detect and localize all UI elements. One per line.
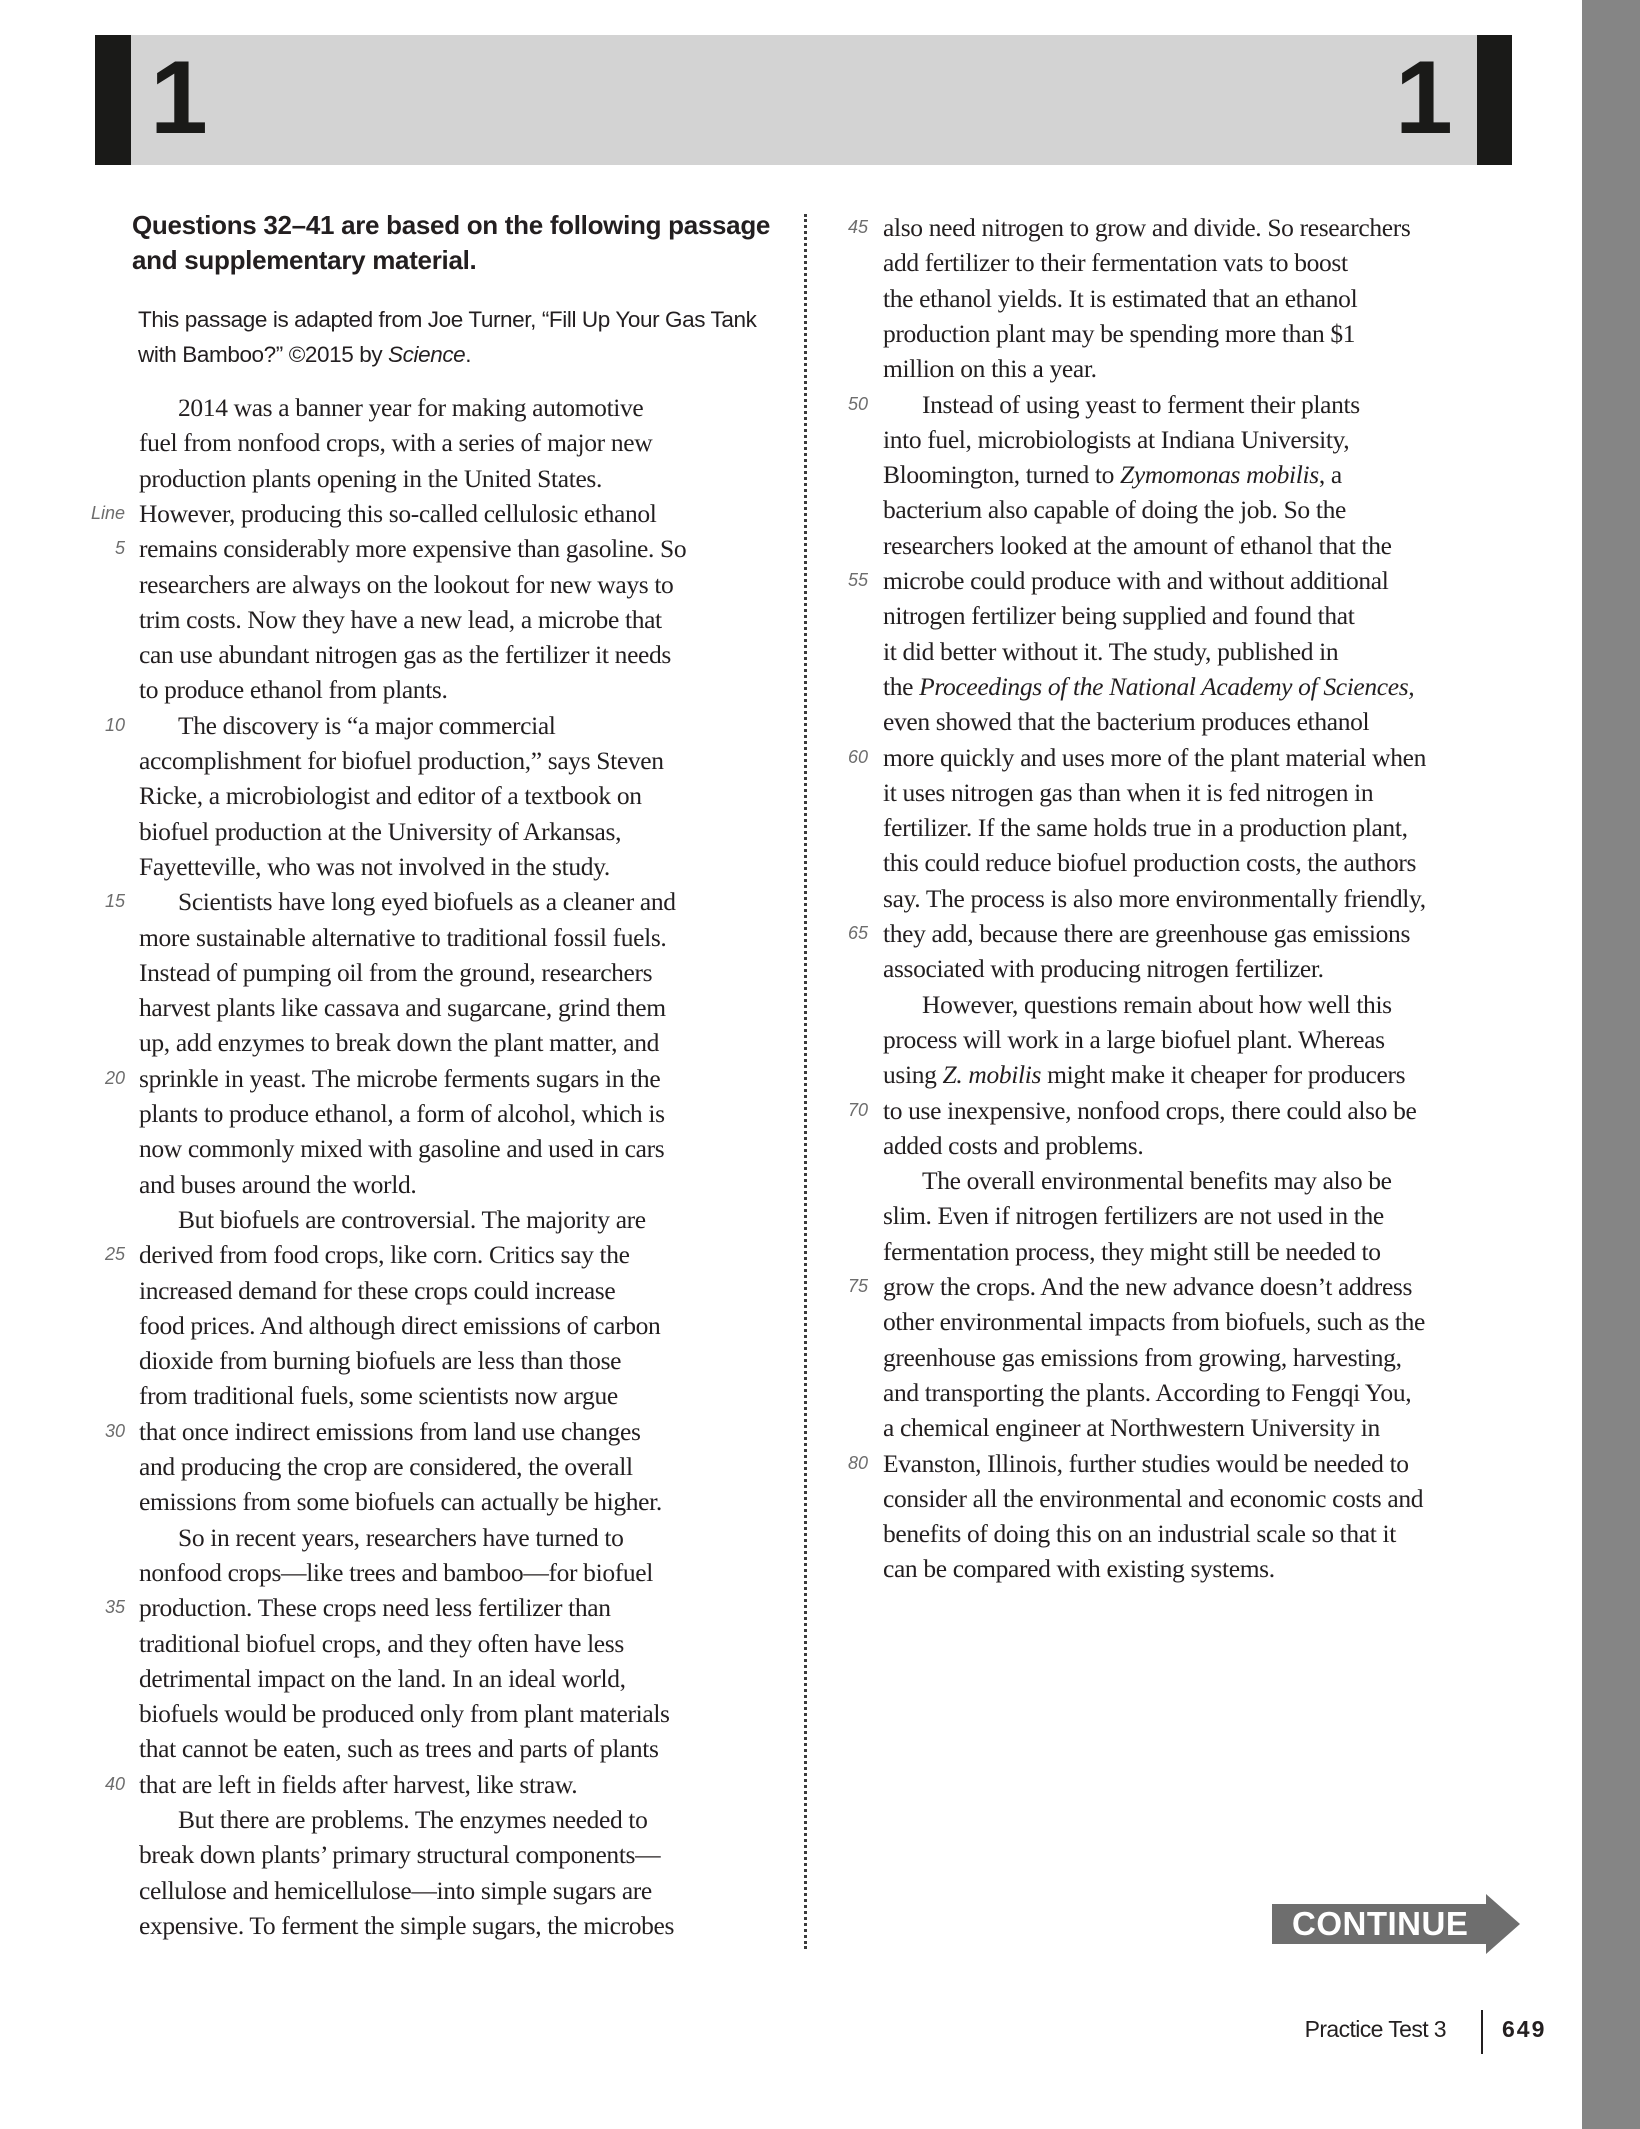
- passage-text: the: [883, 671, 920, 701]
- line-number: 15: [104, 891, 125, 912]
- passage-line: expensive. To ferment the simple sugars, the microbes: [139, 1910, 675, 1940]
- continue-arrow: [1272, 1894, 1520, 1954]
- passage-line: cellulose and hemicellulose—into simple sugars are: [139, 1875, 652, 1905]
- italic-title: Z. mobilis: [942, 1060, 1042, 1090]
- passage-line: more quickly and uses more of the plant material when: [883, 742, 1426, 772]
- passage-line: break down plants’ primary structural components—: [139, 1840, 661, 1870]
- page-footer: [1280, 2010, 1550, 2054]
- continue-label: CONTINUE: [1292, 1905, 1469, 1942]
- column-divider: [804, 214, 807, 1949]
- passage-line: [883, 1057, 1405, 1092]
- passage-line: remains considerably more expensive than gasoline. So: [139, 534, 687, 564]
- passage-line: So in recent years, researchers have turned to: [178, 1522, 624, 1552]
- passage-line: up, add enzymes to break down the plant matter, and: [139, 1028, 660, 1058]
- passage-line: greenhouse gas emissions from growing, harvesting,: [883, 1342, 1402, 1372]
- passage-line: traditional biofuel crops, and they often have less: [139, 1628, 624, 1658]
- passage-text: might make it cheaper for producers: [1041, 1060, 1406, 1090]
- passage-line: other environmental impacts from biofuels, such as the: [883, 1307, 1425, 1337]
- passage-line: food prices. And although direct emissions of carbon: [139, 1310, 661, 1340]
- section-header-band: [95, 35, 1512, 165]
- footer-test-label: Practice Test 3: [1304, 2016, 1446, 2042]
- source-publication: Science: [388, 342, 466, 367]
- section-number-left: 1: [150, 40, 208, 156]
- passage-line: Ricke, a microbiologist and editor of a textbook on: [139, 781, 642, 811]
- section-header-bar-left: [95, 35, 131, 165]
- line-number: 45: [847, 217, 868, 237]
- passage-text: , a: [1318, 460, 1342, 490]
- passage-line: and transporting the plants. According to Fengqi You,: [883, 1377, 1412, 1407]
- line-number: 80: [847, 1452, 868, 1473]
- passage-line: However, questions remain about how well this: [922, 989, 1392, 1019]
- passage-line: say. The process is also more environmentally friendly,: [883, 883, 1426, 913]
- line-number: 25: [104, 1244, 125, 1265]
- page-edge-strip: [1582, 0, 1640, 2129]
- passage-line: researchers are always on the lookout for new ways to: [139, 569, 674, 599]
- passage-line: [883, 669, 1414, 704]
- line-number: 20: [104, 1067, 125, 1088]
- passage-line: and buses around the world.: [139, 1169, 417, 1199]
- passage-line: [883, 457, 1342, 492]
- section-header-bar-right: [1477, 35, 1512, 165]
- passage-line: can be compared with existing systems.: [883, 1554, 1275, 1584]
- passage-line: Instead of using yeast to ferment their plants: [922, 389, 1360, 419]
- passage-line: harvest plants like cassava and sugarcane, grind them: [139, 993, 666, 1023]
- source-suffix: .: [465, 342, 472, 367]
- passage-line: bacterium also capable of doing the job. So the: [883, 495, 1346, 525]
- passage-line: derived from food crops, like corn. Critics say the: [139, 1240, 630, 1270]
- line-number: 70: [847, 1099, 868, 1120]
- passage-line: add fertilizer to their fermentation vats to boost: [883, 248, 1348, 278]
- passage-line: also need nitrogen to grow and divide. So researchers: [883, 213, 1411, 242]
- passage-line: process will work in a large biofuel plant. Whereas: [883, 1024, 1385, 1054]
- passage-line: can use abundant nitrogen gas as the fertilizer it needs: [139, 640, 671, 670]
- passage-line: increased demand for these crops could increase: [139, 1275, 616, 1305]
- passage-line: dioxide from burning biofuels are less than those: [139, 1346, 622, 1376]
- line-number: 75: [847, 1276, 868, 1296]
- passage-line: production plants opening in the United States.: [139, 463, 603, 493]
- passage-line: nonfood crops—like trees and bamboo—for biofuel: [139, 1557, 653, 1587]
- line-number: 5: [114, 538, 125, 559]
- passage-line: But biofuels are controversial. The majority are: [178, 1204, 646, 1234]
- line-label: Line: [90, 502, 125, 523]
- passage-line: that cannot be eaten, such as trees and parts of plants: [139, 1734, 659, 1764]
- passage-line: production plant may be spending more than $1: [883, 318, 1356, 348]
- passage-line: researchers looked at the amount of ethanol that the: [883, 530, 1392, 560]
- passage-line: that once indirect emissions from land use changes: [139, 1416, 641, 1446]
- passage-line: emissions from some biofuels can actually be higher.: [139, 1487, 662, 1517]
- passage-line: associated with producing nitrogen fertilizer.: [883, 954, 1324, 984]
- passage-text: Bloomington, turned to: [883, 460, 1121, 490]
- passage-line: fuel from nonfood crops, with a series of major new: [139, 428, 653, 458]
- passage-line: they add, because there are greenhouse gas emissions: [883, 919, 1411, 948]
- passage-line: now commonly mixed with gasoline and used in cars: [139, 1134, 665, 1164]
- passage-line: The overall environmental benefits may also be: [922, 1166, 1392, 1196]
- section-number-right: 1: [1395, 40, 1453, 156]
- passage-line: 2014 was a banner year for making automotive: [178, 393, 644, 422]
- passage-line: million on this a year.: [883, 354, 1097, 384]
- line-number: 40: [104, 1773, 125, 1794]
- line-number: 60: [847, 746, 868, 767]
- passage-line: from traditional fuels, some scientists now argue: [139, 1381, 618, 1411]
- passage-line: fertilizer. If the same holds true in a production plant,: [883, 813, 1408, 843]
- line-number: 55: [847, 570, 868, 590]
- passage-line: The discovery is “a major commercial: [178, 710, 556, 740]
- passage-line: slim. Even if nitrogen fertilizers are not used in the: [883, 1201, 1384, 1231]
- page-number: 649: [1502, 2016, 1547, 2042]
- footer-separator: [1481, 2010, 1483, 2054]
- passage-line: the ethanol yields. It is estimated that an ethanol: [883, 283, 1358, 313]
- passage-line: fermentation process, they might still be needed to: [883, 1236, 1381, 1266]
- passage-line: Instead of pumping oil from the ground, researchers: [139, 957, 653, 987]
- passage-line: to use inexpensive, nonfood crops, there could also be: [883, 1095, 1417, 1125]
- line-number: 35: [104, 1597, 125, 1618]
- passage-line: more sustainable alternative to traditional fossil fuels.: [139, 922, 667, 952]
- passage-source: [138, 302, 778, 372]
- passage-line: biofuel production at the University of Arkansas,: [139, 816, 622, 846]
- passage-text: using: [883, 1060, 943, 1090]
- passage-line: However, producing this so-called cellulosic ethanol: [139, 498, 657, 528]
- passage-line: Scientists have long eyed biofuels as a cleaner and: [178, 887, 676, 917]
- passage-line: added costs and problems.: [883, 1130, 1144, 1160]
- passage-line: microbe could produce with and without additional: [883, 566, 1389, 595]
- passage-line: and producing the crop are considered, the overall: [139, 1452, 633, 1481]
- passage-line: detrimental impact on the land. In an ideal world,: [139, 1663, 626, 1693]
- passage-line: a chemical engineer at Northwestern University in: [883, 1413, 1380, 1443]
- passage-line: grow the crops. And the new advance doesn’t address: [883, 1272, 1413, 1301]
- italic-title: Zymomonas mobilis: [1120, 460, 1319, 490]
- passage-line: that are left in fields after harvest, like straw.: [139, 1769, 578, 1799]
- passage-line: benefits of doing this on an industrial scale so that it: [883, 1519, 1396, 1549]
- passage-line: Fayetteville, who was not involved in the study.: [139, 851, 610, 881]
- passage-line: But there are problems. The enzymes needed to: [178, 1805, 648, 1834]
- passage-line: biofuels would be produced only from plant materials: [139, 1699, 670, 1729]
- passage-line: accomplishment for biofuel production,” says Steven: [139, 746, 664, 775]
- passage-line: even showed that the bacterium produces ethanol: [883, 707, 1370, 737]
- line-number: 10: [104, 714, 125, 735]
- passage-intro: Questions 32–41 are based on the following passage and supplementary material.: [132, 210, 771, 275]
- passage-line: into fuel, microbiologists at Indiana University,: [883, 424, 1350, 454]
- passage-line: sprinkle in yeast. The microbe ferments sugars in the: [139, 1063, 661, 1093]
- passage-line: this could reduce biofuel production costs, the authors: [883, 848, 1417, 878]
- passage-line: consider all the environmental and economic costs and: [883, 1483, 1424, 1513]
- passage-line: production. These crops need less fertilizer than: [139, 1593, 611, 1623]
- passage-line: it uses nitrogen gas than when it is fed nitrogen in: [883, 777, 1374, 807]
- line-number: 65: [847, 923, 868, 943]
- passage-line: to produce ethanol from plants.: [139, 675, 448, 705]
- italic-title: Proceedings of the National Academy of Sciences,: [919, 671, 1415, 701]
- line-number: 30: [104, 1420, 125, 1441]
- passage-line: Evanston, Illinois, further studies would be needed to: [883, 1448, 1409, 1478]
- passage-line: it did better without it. The study, published in: [883, 636, 1339, 666]
- passage-line: plants to produce ethanol, a form of alcohol, which is: [139, 1099, 665, 1128]
- passage-line: trim costs. Now they have a new lead, a microbe that: [139, 604, 662, 634]
- line-number: 50: [847, 393, 868, 414]
- source-prefix: This passage is adapted from Joe Turner, “Fill Up Your Gas Tank with Bamboo?” ©2015 by: [138, 307, 757, 367]
- passage-line: nitrogen fertilizer being supplied and found that: [883, 601, 1355, 631]
